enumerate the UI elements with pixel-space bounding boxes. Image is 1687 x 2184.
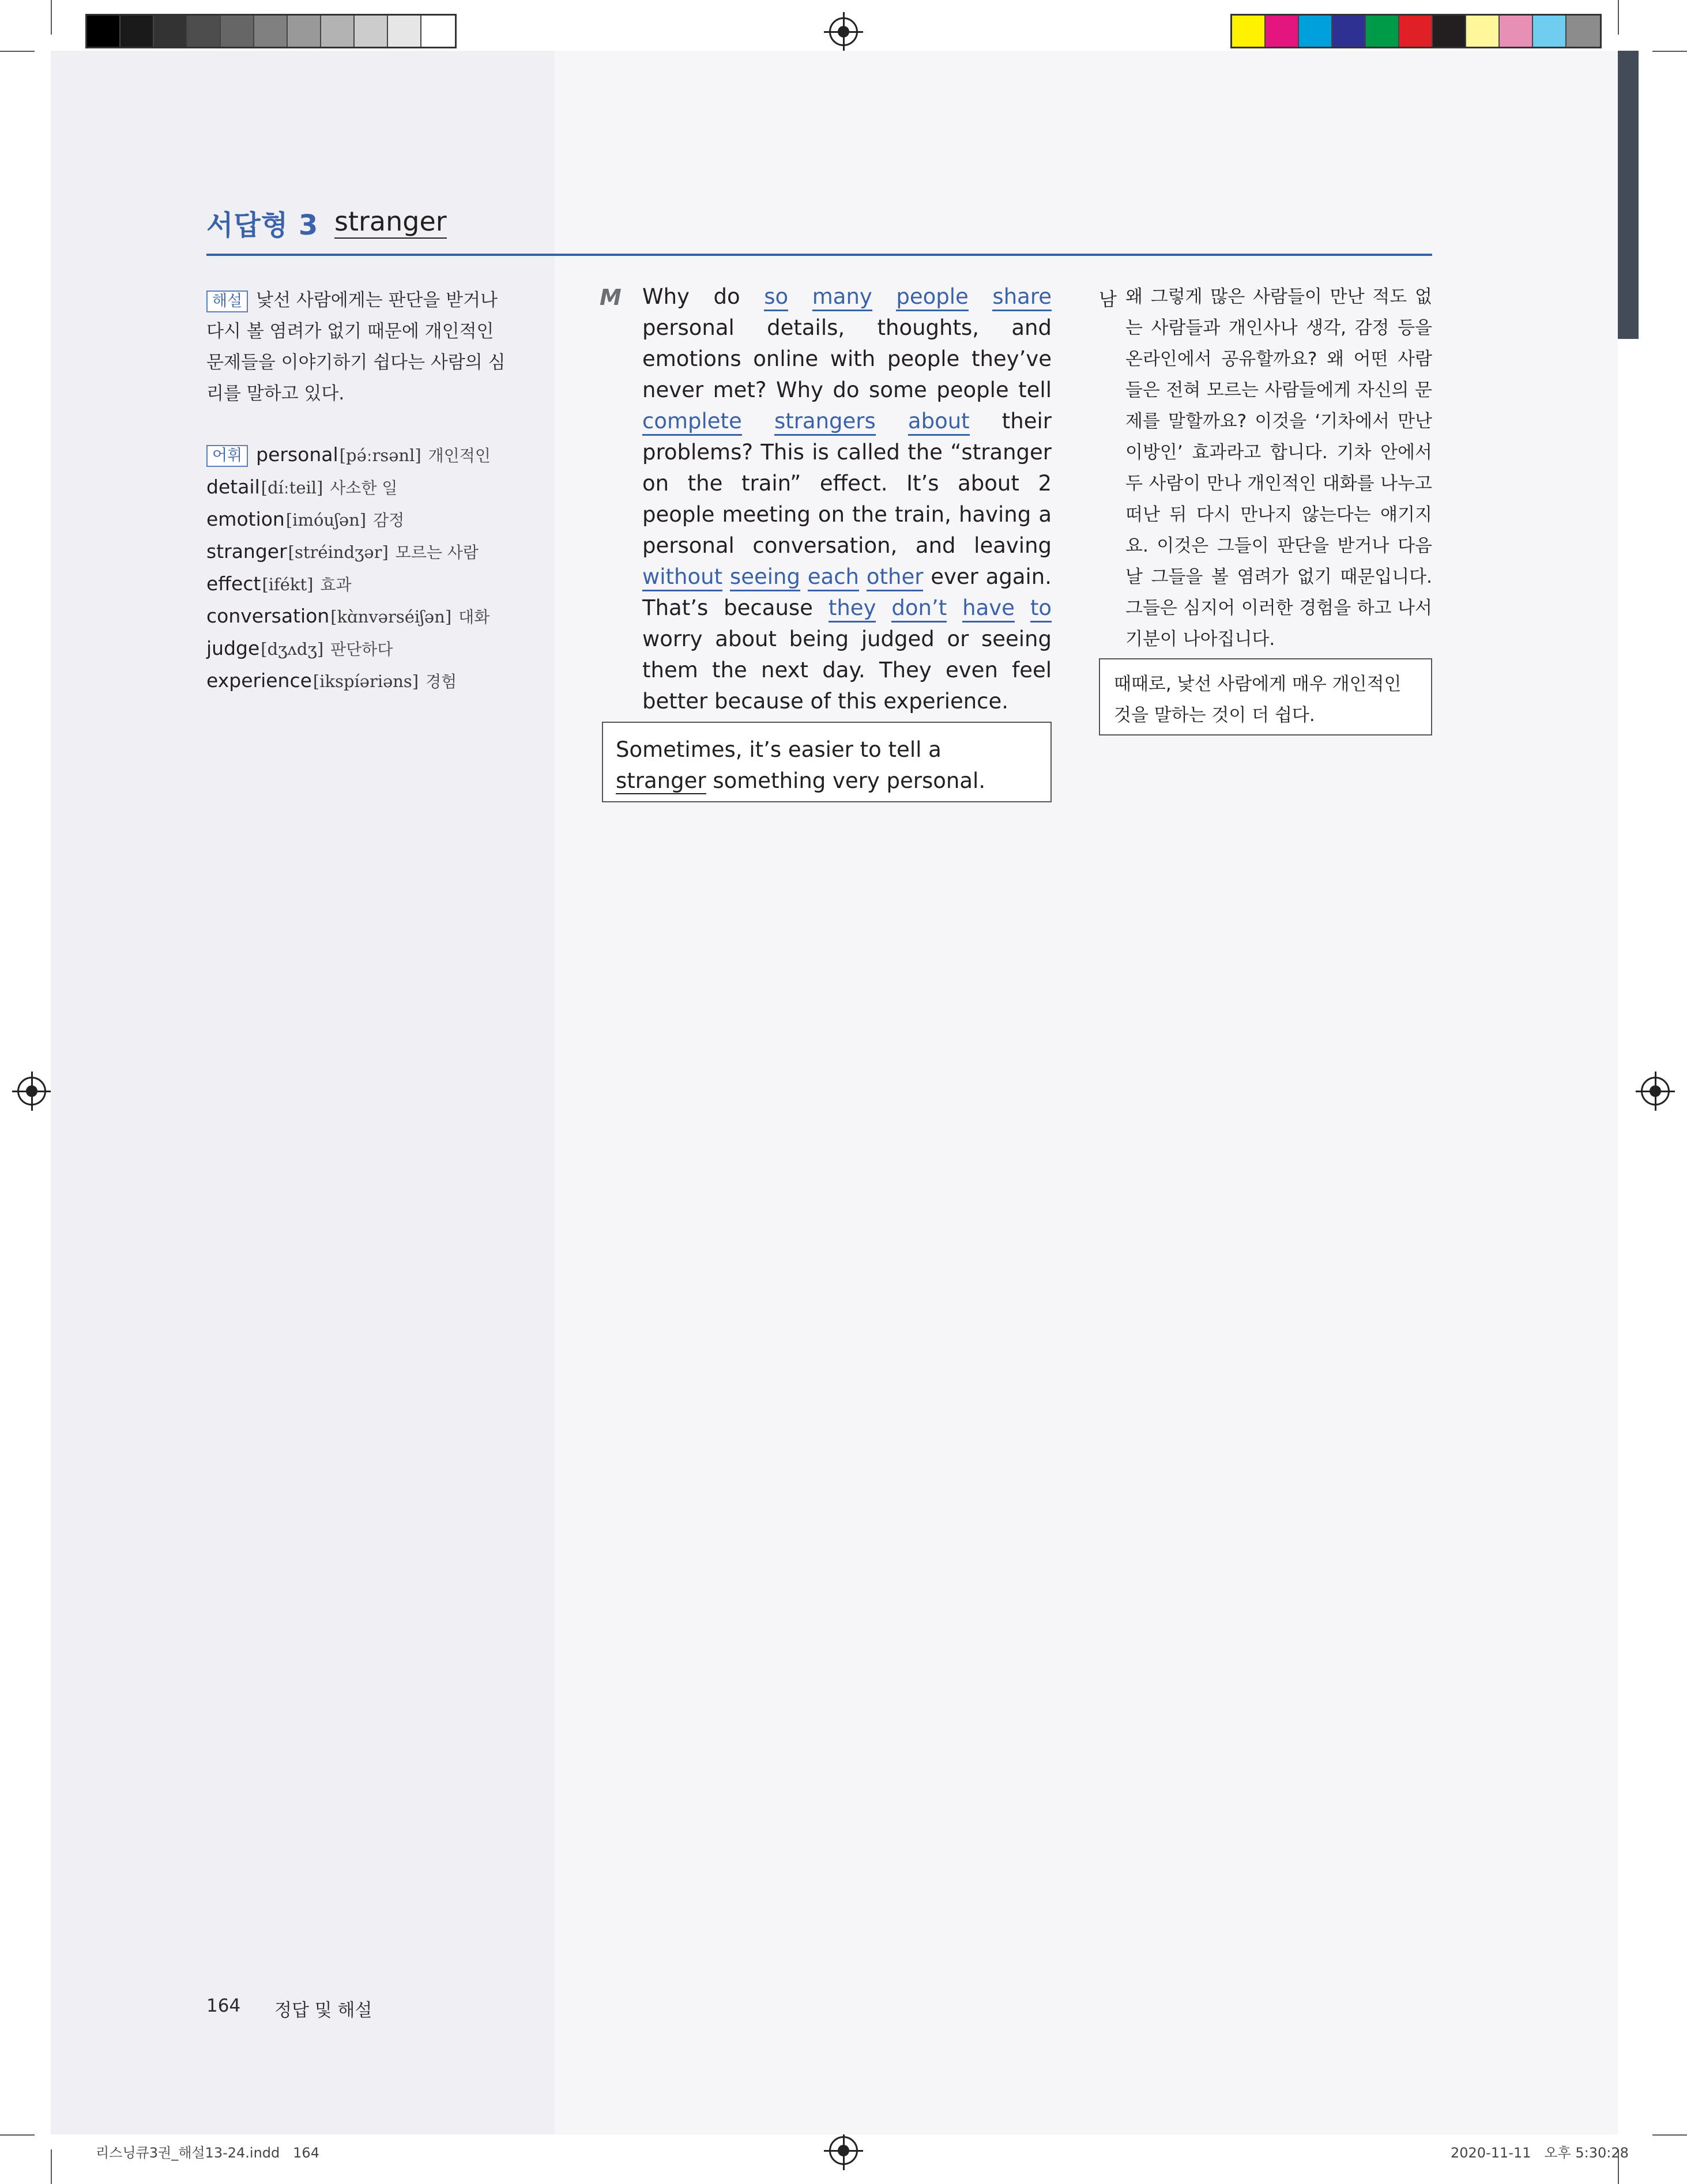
- color-swatch: [221, 16, 254, 47]
- registration-mark-right: [1641, 1077, 1670, 1106]
- color-swatch: [1566, 16, 1600, 47]
- translation-answer-box: 때때로, 낯선 사람에게 매우 개인적인 것을 말하는 것이 더 쉽다.: [1099, 658, 1432, 735]
- dictation-blank-word: other: [867, 564, 924, 591]
- vocab-word: emotion: [206, 508, 285, 530]
- crop-mark: [0, 2134, 35, 2136]
- crop-mark: [51, 0, 52, 35]
- answer-word: stranger: [334, 206, 447, 239]
- transcript-segment: their problems? This is called the “stranger on the train” effect. It’s about 2 people meeting on the train, having a personal conversation, and leaving: [642, 409, 1052, 558]
- color-swatch: [288, 16, 321, 47]
- transcript-segment: [742, 409, 774, 433]
- transcript-segment: [800, 564, 808, 589]
- color-swatch: [1533, 16, 1566, 47]
- vocabulary-label: 어휘: [206, 445, 248, 467]
- vocab-word: detail: [206, 476, 260, 498]
- color-swatch: [120, 16, 154, 47]
- color-swatch: [421, 16, 455, 47]
- answer-sentence-key-word: stranger: [616, 768, 706, 793]
- speaker-label-en: M: [600, 285, 622, 310]
- vocab-item: [206, 568, 529, 601]
- answer-sentence-end: something very personal.: [706, 768, 986, 793]
- vocab-item: [206, 536, 529, 568]
- print-slug-file: 리스닝큐3권_해설13-24.indd 164: [96, 2145, 319, 2161]
- transcript-segment: [872, 284, 897, 309]
- vocab-pronunciation: [stréindʒər]: [288, 542, 389, 562]
- crop-mark: [1652, 2134, 1687, 2136]
- vocab-meaning: 개인적인: [428, 446, 491, 465]
- color-swatch: [1466, 16, 1500, 47]
- color-swatch: [1366, 16, 1399, 47]
- color-swatch: [1433, 16, 1466, 47]
- dictation-blank-word: seeing: [730, 564, 800, 591]
- vocab-item: [206, 471, 529, 504]
- color-swatch: [154, 16, 187, 47]
- crop-mark: [1652, 51, 1687, 52]
- transcript-text: [642, 281, 1052, 717]
- vocab-word: experience: [206, 669, 312, 692]
- vocab-meaning: 판단하다: [330, 640, 393, 659]
- dictation-blank-word: so: [764, 284, 788, 311]
- dictation-blank-word: strangers: [774, 409, 876, 436]
- vocab-item: [206, 601, 529, 633]
- chapter-thumb-tab: [1618, 51, 1639, 339]
- transcript-segment: [876, 595, 891, 620]
- grayscale-color-bar: [85, 14, 457, 48]
- crop-mark: [51, 2149, 52, 2184]
- vocab-pronunciation: [dʒʌdʒ]: [261, 639, 324, 659]
- dictation-blank-word: share: [992, 284, 1052, 311]
- transcript-segment: personal details, thoughts, and emotions online with people they’ve never met? Why do some people tell: [642, 315, 1052, 402]
- color-swatch: [1332, 16, 1366, 47]
- vocab-pronunciation: [pə́ːrsənl]: [339, 446, 421, 465]
- transcript-segment: worry about being judged or seeing them the next day. They even feel better because of this experience.: [642, 627, 1052, 714]
- transcript-segment: [859, 564, 867, 589]
- answer-sentence-start: Sometimes, it’s easier to tell a: [616, 737, 942, 762]
- vocab-meaning: 경험: [425, 672, 457, 691]
- vocab-word: effect: [206, 572, 261, 595]
- registration-mark-bottom: [829, 2136, 858, 2165]
- page-running-title: 정답 및 해설: [274, 2000, 372, 2021]
- registration-mark-top: [829, 17, 858, 46]
- vocab-pronunciation: [ikspíəriəns]: [312, 672, 419, 691]
- vocab-pronunciation: [díːteil]: [261, 478, 323, 497]
- answer-sentence-box: [602, 722, 1052, 802]
- vocab-word: stranger: [206, 540, 287, 563]
- heading-rule: [206, 254, 1432, 256]
- vocab-item: [206, 665, 529, 697]
- vocab-meaning: 감정: [373, 511, 405, 530]
- transcript-segment: [947, 595, 962, 620]
- dictation-blank-word: complete: [642, 409, 742, 436]
- transcript-segment: Why do: [642, 284, 765, 309]
- vocab-meaning: 모르는 사람: [395, 543, 479, 562]
- dictation-blank-word: about: [908, 409, 970, 436]
- explanation-text: 낯선 사람에게는 판단을 받거나 다시 볼 염려가 없기 때문에 개인적인 문제들을 이야기하기 쉽다는 사람의 심리를 말하고 있다.: [206, 290, 506, 404]
- color-swatch: [321, 16, 355, 47]
- color-swatch: [1266, 16, 1299, 47]
- vocab-meaning: 대화: [458, 608, 490, 627]
- explanation-label: 해설: [206, 291, 248, 312]
- vocab-pronunciation: [kɑ̀nvərséiʃən]: [330, 607, 452, 627]
- vocab-pronunciation: [imóuʃən]: [285, 510, 367, 530]
- print-slug-date: 2020-11-11 오후 5:30:28: [1451, 2145, 1629, 2161]
- registration-mark-left: [17, 1077, 46, 1106]
- speaker-label-ko: 남: [1099, 288, 1117, 310]
- translation-text: 왜 그렇게 많은 사람들이 만난 적도 없는 사람들과 개인사나 생각, 감정 등을 온라인에서 공유할까요? 왜 어떤 사람들은 전혀 모르는 사람들에게 자신의 문제를 말할까요? 이것을 ‘기차에서 만난 이방인’ 효과라고 합니다. 기차 안에서 두 사람이 만나 개인적인 대화를 나누고 떠난 뒤 다시 만나지 않는다는 얘기지요. 이것은 그들이 판단을 받거나 다음날 그들을 볼 염려가 없기 때문입니다. 그들은 심지어 이러한 경험을 하고 나서 기분이 나아집니다.: [1125, 286, 1432, 650]
- color-swatch: [87, 16, 120, 47]
- dictation-blank-word: to: [1030, 595, 1052, 623]
- dictation-blank-word: many: [812, 284, 872, 311]
- page-number: 164: [206, 1996, 241, 2016]
- crop-mark: [0, 51, 35, 52]
- dictation-blank-word: each: [808, 564, 859, 591]
- color-swatch: [187, 16, 221, 47]
- dictation-blank-word: without: [642, 564, 722, 591]
- vocab-word: judge: [206, 637, 260, 659]
- transcript-segment: [876, 409, 908, 433]
- dictation-blank-word: don’t: [891, 595, 947, 623]
- process-color-bar: [1230, 14, 1602, 48]
- color-swatch: [388, 16, 421, 47]
- vocab-meaning: 사소한 일: [330, 478, 398, 497]
- dictation-blank-word: have: [962, 595, 1015, 623]
- explanation-block: [206, 285, 506, 409]
- crop-mark: [1618, 0, 1619, 35]
- vocab-pronunciation: [ifékt]: [262, 575, 314, 594]
- color-swatch: [1299, 16, 1332, 47]
- transcript-segment: [722, 564, 730, 589]
- color-swatch: [355, 16, 388, 47]
- color-swatch: [1500, 16, 1533, 47]
- vocab-word: personal: [256, 443, 338, 466]
- transcript-segment: ever again. That’s because: [642, 564, 1052, 620]
- vocab-word: conversation: [206, 605, 330, 627]
- section-title: 서답형 3: [206, 209, 319, 242]
- transcript-segment: [1015, 595, 1030, 620]
- vocab-item: [206, 633, 529, 665]
- color-swatch: [254, 16, 288, 47]
- dictation-blank-word: they: [829, 595, 876, 623]
- dictation-blank-word: people: [896, 284, 968, 311]
- color-swatch: [1232, 16, 1266, 47]
- vocabulary-list: [206, 439, 529, 697]
- transcript-segment: [969, 284, 993, 309]
- transcript-segment: [788, 284, 812, 309]
- vocab-item: [206, 504, 529, 536]
- vocab-meaning: 효과: [320, 575, 352, 594]
- vocab-item: [206, 439, 529, 471]
- color-swatch: [1399, 16, 1433, 47]
